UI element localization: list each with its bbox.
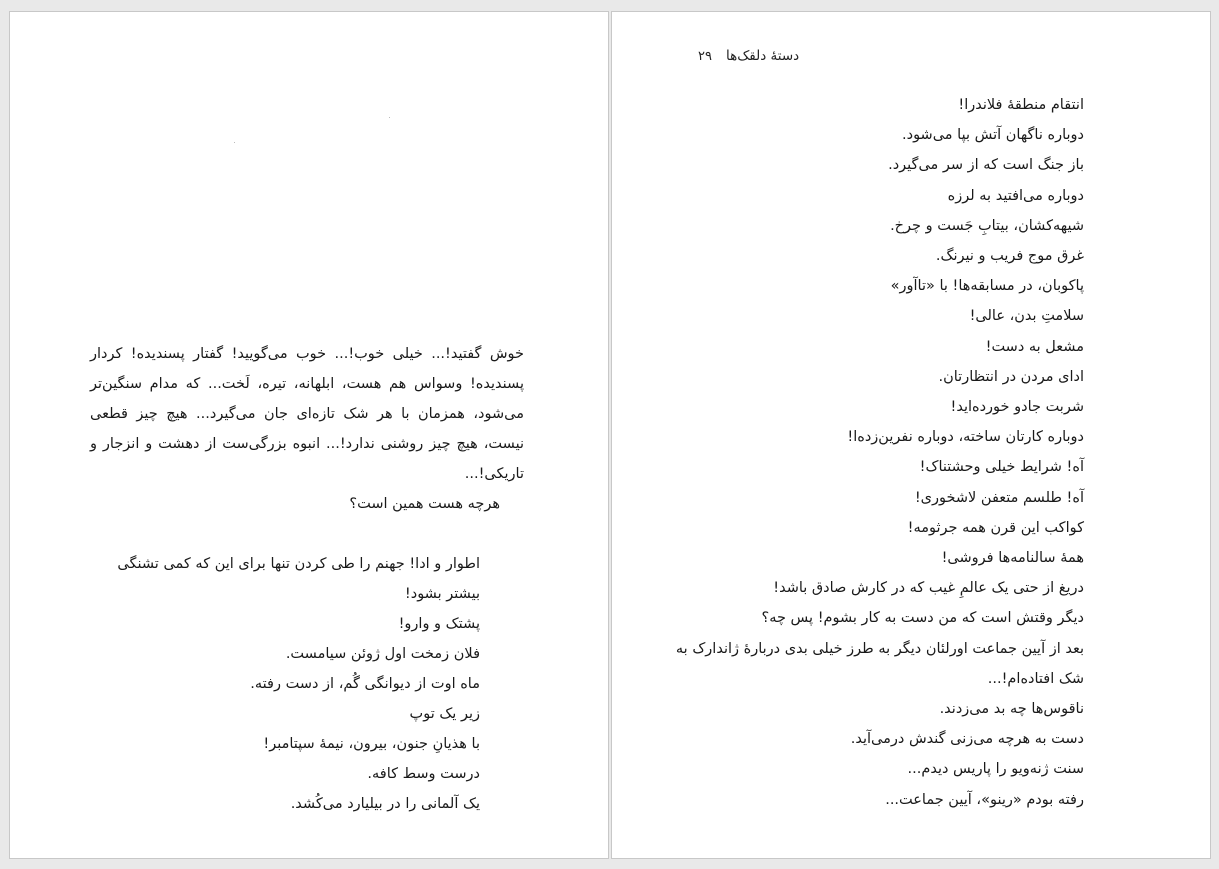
verse-line: آه! شرایط خیلی وحشتناک! [919, 459, 1084, 476]
verse-line: ادای مردن در انتظارتان. [938, 368, 1084, 385]
verse-line: سلامتِ بدن، عالی! [969, 308, 1084, 325]
verse-line: ناقوس‌ها چه بد می‌زدند. [939, 701, 1084, 718]
page-number: ۲۹ [698, 49, 712, 64]
verse-line: کواکب این قرن همه جرثومه! [907, 519, 1084, 536]
right-page [611, 11, 1211, 859]
verse-block-right [664, 90, 1084, 815]
header-title: دستهٔ دلقک‌ها [725, 48, 800, 64]
verse-line: همهٔ سالنامه‌ها فروشی! [941, 550, 1084, 567]
verse-line: دوباره ناگهان آتش بپا می‌شود. [902, 127, 1084, 144]
verse-line: دوباره می‌افتید به لرزه [947, 187, 1084, 204]
prose-paragraph: خوش گفتید!... خیلی خوب!... خوب می‌گویید! گفتار پسندیده! کردار پسندیده! وسواس هم هست، ابلهانه، تیره، لَخت... که مدام سنگین‌تر می‌شود، همزمان با هر شک تازه‌ای جان می‌گیرد... هیچ چیز قطعی نیست، هیچ چیز روشنی ندارد!... انبوه بزرگی‌ست از دهشت و انزجار و تاریکی!... [90, 346, 524, 482]
left-page [9, 11, 609, 859]
verse-line: زیر یک توپ [409, 706, 480, 722]
verse-line: دریغ از حتی یک عالمِ غیب که در کارش صادق باشد! [773, 580, 1084, 597]
verse-line: رفته بودم «رینو»، آیین جماعت... [885, 791, 1084, 808]
verse-line: دیگر وقتش است که من دست به کار بشوم! پس چه؟ [761, 610, 1084, 627]
verse-line: دست به هرچه می‌زنی گندش درمی‌آید. [850, 731, 1084, 748]
paper-speck [234, 142, 235, 143]
verse-line: یک آلمانی را در بیلیارد می‌کُشد. [290, 796, 480, 812]
verse-block-left [88, 549, 480, 819]
verse-line: باز جنگ است که از سر می‌گیرد. [888, 157, 1084, 174]
verse-line: فلان زمخت اول ژوئن سیامست. [285, 646, 480, 662]
verse-line: درست وسط کافه. [367, 766, 480, 782]
verse-line: غرق موج فریب و نیرنگ. [935, 248, 1084, 265]
verse-line: ماه اوت از دیوانگی گُم، از دست رفته. [250, 676, 480, 692]
verse-line: پاکوبان، در مسابقه‌ها! با «تاآور» [890, 278, 1084, 295]
verse-line: مشعل به دست! [985, 338, 1084, 355]
verse-line: پشتک و وارو! [398, 616, 480, 632]
verse-line: اطوار و ادا! جهنم را طی کردن تنها برای این که کمی تشنگی بیشتر بشود! [117, 556, 480, 602]
verse-line: انتقام منطقهٔ فلاندرا! [958, 97, 1084, 113]
verse-line: شیهه‌کشان، بیتابِ جَست و چرخ. [890, 217, 1084, 234]
verse-line: سنت ژنه‌ویو را پاریس دیدم... [907, 761, 1084, 778]
paper-speck [389, 117, 390, 118]
running-header [698, 48, 799, 64]
question-line: هرچه هست همین است؟ [349, 496, 500, 512]
verse-line: دوباره کارتان ساخته، دوباره نفرین‌زده‌ا! [847, 429, 1084, 446]
verse-line: شربت جادو خورده‌اید! [950, 399, 1084, 416]
verse-line: بعد از آیین جماعت اورلئان دیگر به طرز خیلی بدی دربارهٔ ژاندارک به شک افتاده‌ام!... [675, 640, 1084, 687]
verse-line: با هذیانِ جنون، بیرون، نیمهٔ سپتامبر! [263, 736, 480, 752]
verse-line: آه! طلسم متعفن لاشخوری! [914, 489, 1084, 506]
